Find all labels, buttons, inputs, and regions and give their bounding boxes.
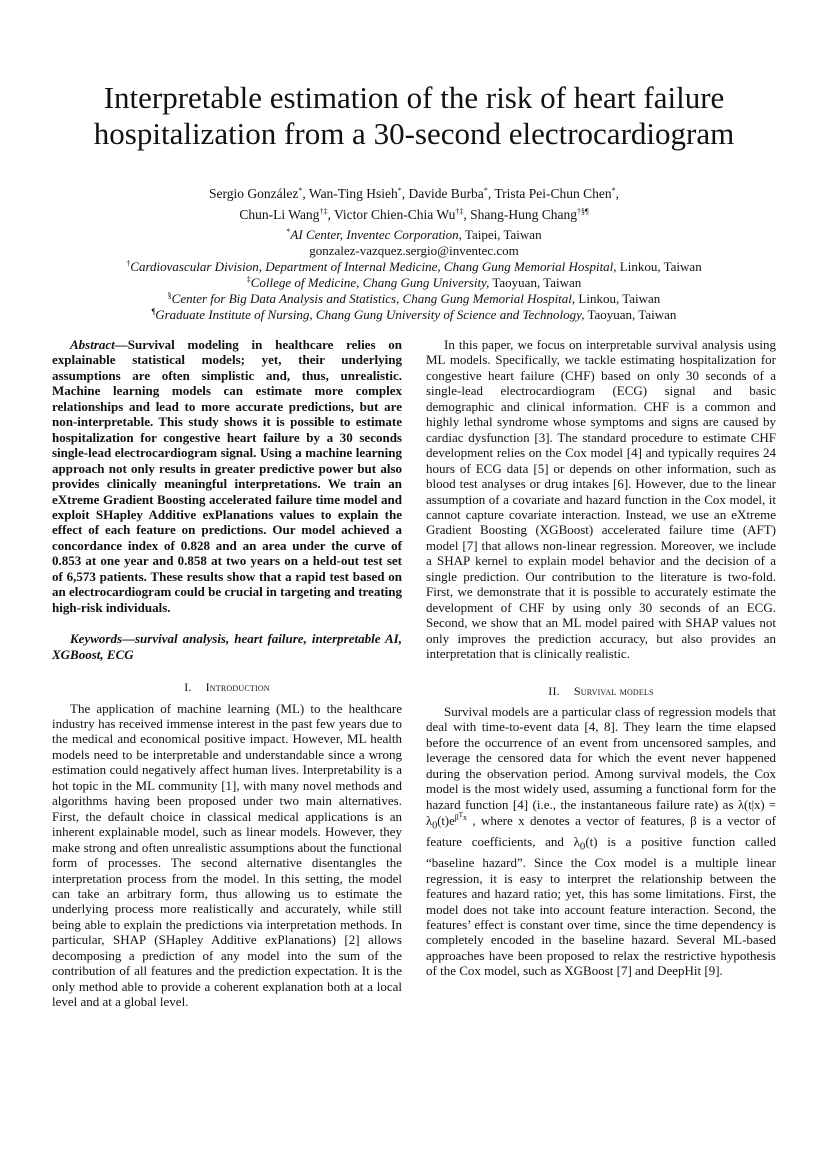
formula-part: λ(t|x) = λ bbox=[426, 797, 776, 829]
author-name: Victor Chien-Chia Wu bbox=[333, 207, 456, 222]
text-run: (t) is a positive function called “baseline hazard”. Since the Cox model is a multiple linear regression, it is easy to interpret the relationship between the features and hazard ratio; yet, this has some limitations. First, the model does not take into account feature interaction. Second, the features’ effect is constant over time, since the time dependency is completely encoded in the baseline hazard. Several ML-based approaches have been proposed to relax the restrictive hypothesis of the Cox model, such as XGBoost [7] and DeepHit [9]. bbox=[426, 834, 777, 979]
affiliation-mark: † bbox=[126, 259, 131, 268]
paper-title bbox=[40, 80, 788, 152]
affiliation-list bbox=[40, 227, 788, 323]
affiliation-mark: § bbox=[167, 291, 172, 300]
author-name: Shang-Hung Chang bbox=[470, 207, 577, 222]
affiliation-location: Taoyuan, Taiwan bbox=[584, 307, 677, 322]
affiliation-name: College of Medicine, Chang Gung University, bbox=[250, 275, 490, 290]
affiliation-location: Linkou, Taiwan bbox=[616, 259, 702, 274]
author-list bbox=[40, 183, 788, 225]
author-email: gonzalez-vazquez.sergio@inventec.com bbox=[309, 243, 519, 258]
formula-part: x bbox=[462, 813, 467, 823]
left-column bbox=[52, 337, 402, 1010]
author-mark: * bbox=[298, 186, 303, 195]
author-mark: †‡ bbox=[319, 207, 328, 216]
formula-subscript: 0 bbox=[432, 820, 438, 832]
affiliation-nursing bbox=[40, 307, 788, 323]
text-run: , where x denotes a vector of features, β is a vector of feature coefficients, and bbox=[426, 813, 776, 850]
author-mark: * bbox=[483, 186, 488, 195]
author-name: Wan-Ting Hsieh bbox=[308, 186, 398, 201]
affiliation-mark: ‡ bbox=[246, 275, 251, 284]
author-name: Davide Burba bbox=[408, 186, 484, 201]
lambda-subscript: 0 bbox=[579, 840, 586, 853]
survival-models-paragraph bbox=[426, 704, 776, 979]
formula-part: T bbox=[458, 811, 463, 820]
affiliation-location: Linkou, Taiwan bbox=[575, 291, 661, 306]
section-heading-introduction bbox=[52, 680, 402, 695]
abstract bbox=[52, 337, 402, 615]
text-run: Survival models are a particular class of regression models that deal with time-to-event data [4, 8]. They learn the time elapsed before the occurrence of an event from uncensored samples, and leverage the censored data for which the event never happened during the observation period. Among survival models, the Cox model is the most widely used, assuming a functional form for the hazard function [4] (i.e., the instantaneous failure rate) as bbox=[426, 703, 776, 812]
formula-part: (t)e bbox=[437, 814, 455, 829]
author-mark: * bbox=[611, 186, 616, 195]
affiliation-mark: * bbox=[286, 227, 291, 236]
affiliation-inventec bbox=[40, 227, 788, 243]
author-mark: †‡ bbox=[455, 207, 464, 216]
right-column bbox=[426, 337, 776, 979]
author-mark: †§¶ bbox=[576, 207, 589, 216]
affiliation-name: Center for Big Data Analysis and Statistics, Chang Gung Memorial Hospital, bbox=[171, 291, 576, 306]
section-title: Introduction bbox=[205, 680, 270, 695]
affiliation-mark: ¶ bbox=[151, 307, 156, 316]
abstract-lead: Abstract— bbox=[70, 337, 128, 352]
affiliation-medicine bbox=[40, 275, 788, 291]
section-number: II. bbox=[548, 683, 560, 698]
formula-part: β bbox=[454, 813, 459, 823]
title-line-2: hospitalization from a 30-second electrocardiogram bbox=[93, 116, 735, 151]
author-line-1: Sergio González*, Wan-Ting Hsieh*, Davide Burba*, Trista Pei-Chun Chen*, bbox=[209, 186, 619, 201]
affiliation-name: Graduate Institute of Nursing, Chang Gung University of Science and Technology, bbox=[155, 307, 585, 322]
affiliation-name: Cardiovascular Division, Department of Internal Medicine, Chang Gung Memorial Hospital, bbox=[130, 259, 617, 274]
section-number: I. bbox=[184, 680, 192, 695]
author-line-2: Chun-Li Wang†‡, Victor Chien-Chia Wu†‡, Shang-Hung Chang†§¶ bbox=[239, 207, 589, 222]
author-name: Chun-Li Wang bbox=[239, 207, 320, 222]
introduction-paragraph: The application of machine learning (ML) to the healthcare industry has received immense interest in the past few years due to the medical and economical positive impact. However, ML health models need to be interpretable and understandable since a wrong estimation could negatively affect human lives. Interpretability is a hot topic in the ML community [1], with many novel methods and algorithms having been proposed under two main alternatives. First, the default choice in classical medical applications is an inherent explainable model, such as linear models. However, they make strong and often unrealistic assumptions about the functional form of processes. The second alternative disentangles the interpretation process from the model. In this setting, the model can take an arbitrary form, thus allowing us to estimate the underlying process more realistically and accurately, while still being able to explain the predictions via interpretation methods. In particular, SHAP (SHapley Additive exPlanations) [2] allows decomposing a prediction of any model into the sum of the contribution of all features and the prediction expectation. It is the only method able to provide a coherent explanation both at a local level and at a global level. bbox=[52, 700, 402, 1010]
title-line-1: Interpretable estimation of the risk of heart failure bbox=[103, 80, 725, 115]
affiliation-bigdata bbox=[40, 291, 788, 307]
author-name: Sergio González bbox=[209, 186, 299, 201]
author-mark: * bbox=[397, 186, 402, 195]
keywords: Keywords—survival analysis, heart failure, interpretable AI, XGBoost, ECG bbox=[52, 631, 402, 662]
affiliation-location: Taoyuan, Taiwan bbox=[489, 275, 582, 290]
formula-exponent bbox=[455, 813, 467, 822]
contribution-paragraph: In this paper, we focus on interpretable survival analysis using ML models. Specifically, we tackle estimating hospitalization for congestive heart failure (CHF) based on only 30 seconds of a single-lead electrocardiogram (ECG) signal and basic demographic and clinical information. CHF is a common and highly lethal syndrome whose symptoms and signs are caused by cardiac dysfunction [3]. The standard procedure to estimate CHF development relies on the Cox model [4] and typically requires 24 hours of ECG data [5] or depends on other information, such as blood test analyses or drug intakes [6]. However, due to the linear assumption of a covariate and hazard function in the Cox model, it cannot capture covariate interaction. Instead, we use an eXtreme Gradient Boosting (XGBoost) accelerated failure time (AFT) model [7] that allows non-linear regression. Moreover, we include a SHAP kernel to explain model behavior and the decision of a single prediction. Our contribution to the literature is two-fold. First, we demonstrate that it is possible to accurately estimate the development of CHF by using only 30 seconds of an ECG. Second, we show that an ML model paired with SHAP values not only improves the prediction accuracy, but also provides an interpretation that is clinically realistic. bbox=[426, 337, 776, 662]
abstract-body: Survival modeling in healthcare relies on explainable statistical models; yet, their underlying assumptions are often simplistic and, thus, unrealistic. Machine learning models can estimate more complex relationships and lead to more accurate predictions, but are non-interpretable. This study shows it is possible to estimate hospitalization for congestive heart failure by a 30 seconds single-lead electrocardiogram signal. Using a machine learning approach not only results in greater predictive power but also provides clinically meaningful interpretations. We train an eXtreme Gradient Boosting accelerated failure time model and exploit SHapley Additive exPlanations values to explain the effect of each feature on predictions. Our model achieved a concordance index of 0.828 and an area under the curve of 0.853 at one year and 0.858 at two years on a held-out test set of 6,573 patients. These results show that a rapid test based on an electrocardiogram could be crucial in targeting and treating high-risk individuals. bbox=[52, 337, 402, 615]
affiliation-name: AI Center, Inventec Corporation, bbox=[290, 227, 462, 242]
section-title: Survival models bbox=[573, 683, 654, 698]
affiliation-cardio bbox=[40, 259, 788, 275]
author-name: Trista Pei-Chun Chen bbox=[494, 186, 612, 201]
section-heading-survival-models bbox=[426, 684, 776, 699]
lambda-symbol: λ bbox=[573, 834, 580, 850]
affiliation-location: Taipei, Taiwan bbox=[461, 227, 542, 242]
